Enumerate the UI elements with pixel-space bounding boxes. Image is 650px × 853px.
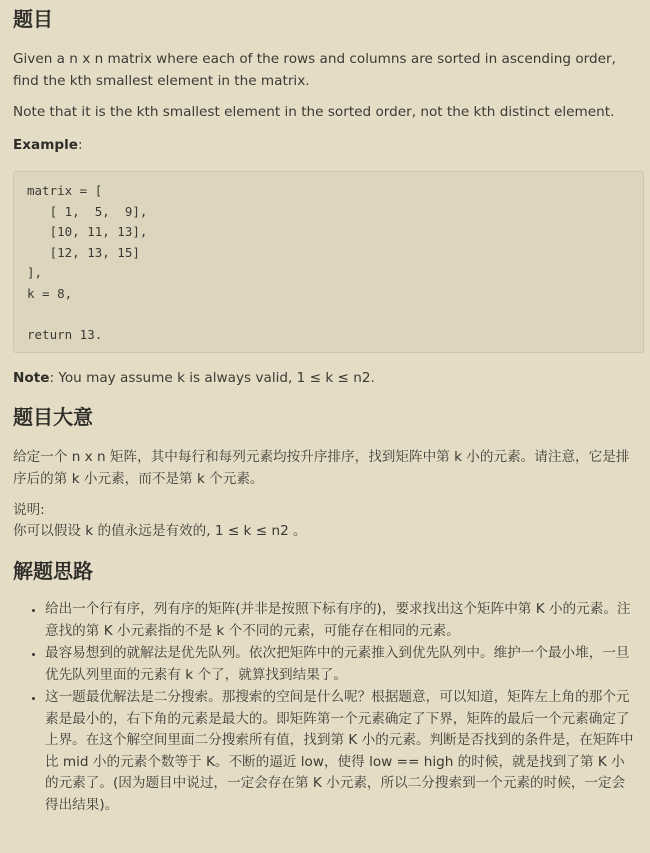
approach-item: • 最容易想到的就解法是优先队列。依次把矩阵中的元素推入到优先队列中。维护一个最小堆，一旦优先队列里面的元素有 k 个了，就算找到结果了。 (45, 643, 638, 686)
problem-note: Note that it is the kth smallest element in the sorted order, not the kth distinct element. (13, 104, 615, 120)
example-label: Example (13, 137, 79, 153)
note-text: : You may assume k is always valid, 1 ≤ k ≤ n2. (49, 370, 375, 386)
approach-list (13, 599, 638, 817)
example-colon: : (78, 137, 83, 153)
approach-item: • 给出一个行有序，列有序的矩阵(并非是按照下标有序的)，要求找出这个矩阵中第 K 小的元素。注意找的第 K 小元素指的不是 k 个不同的元素，可能存在相同的元素。 (45, 599, 638, 642)
note-label: Note (13, 370, 50, 386)
summary-heading: 题目大意 (13, 405, 93, 429)
problem-description: Given a n x n matrix where each of the rows and columns are sorted in ascending order, find the kth smallest element in the matrix. (13, 51, 616, 89)
explain-label: 说明: (13, 502, 45, 518)
approach-item: • 这一题最优解法是二分搜索。那搜索的空间是什么呢？根据题意，可以知道，矩阵左上角的那个元素是最小的，右下角的元素是最大的。即矩阵第一个元素确定了下界，矩阵的最后一个元素确定了上界。在这个解空间里面二分搜索所有值，找到第 K 小的元素。判断是否找到的条件是，在矩阵中比 mid 小的元素个数等于 K。不断的逼近 low，使得 low == high 的时候，就是找到了第 K 小的元素了。(因为题目中说过，一定会存在第 K 小元素，所以二分搜索到一个元素的时候，一定会得出结果)。 (45, 687, 638, 816)
example-code-block: matrix = [ [ 1, 5, 9], [10, 11, 13], [12, 13, 15] ], k = 8, return 13. (13, 171, 644, 353)
summary-text: 给定一个 n x n 矩阵，其中每行和每列元素均按升序排序，找到矩阵中第 k 小的元素。请注意，它是排序后的第 k 小元素，而不是第 k 个元素。 (13, 449, 630, 487)
note-line (13, 367, 638, 389)
explain-text: 你可以假设 k 的值永远是有效的, 1 ≤ k ≤ n2 。 (13, 523, 307, 539)
example-label-line (13, 134, 83, 156)
problem-heading: 题目 (13, 7, 53, 31)
approach-heading: 解题思路 (13, 559, 93, 583)
